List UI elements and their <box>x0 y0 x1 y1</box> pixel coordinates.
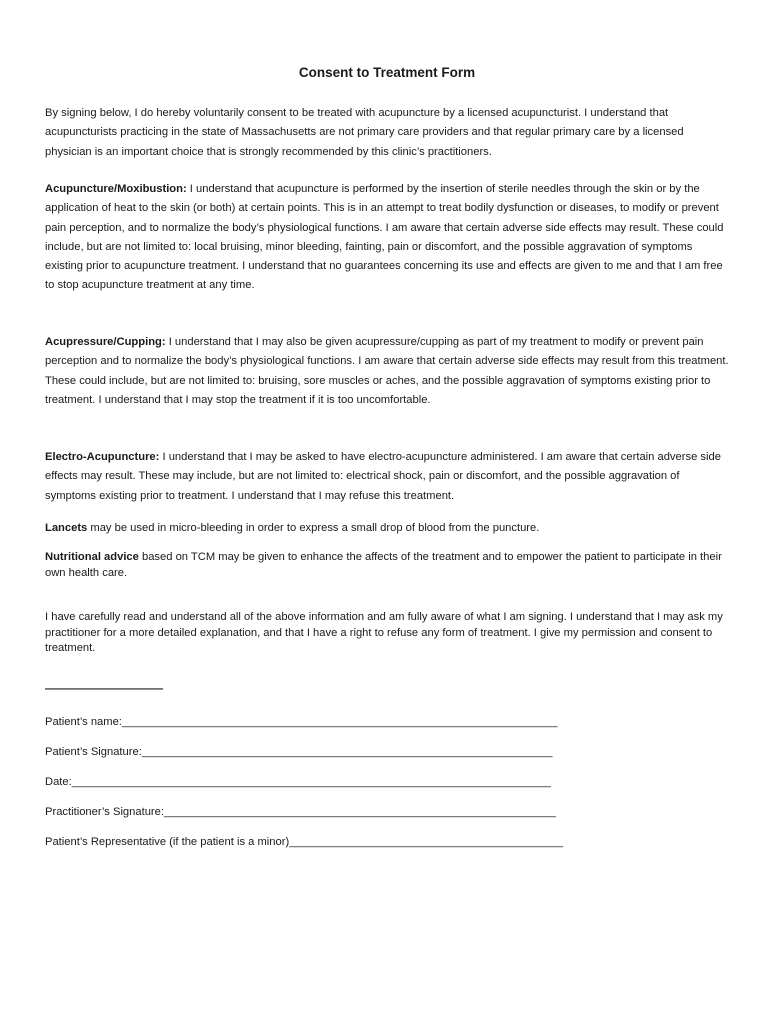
section-text: I understand that I may also be given acupressure/cupping as part of my treatment to modify or prevent pain perception and to normalize the body’s physiological functions. I am aware that certain adverse side effects may result from this treatment. These could include, but are not limited to: bruising, sore muscles or aches, and the possible aggravation of symptoms existing prior to treatment. I understand that I may stop the treatment if it is too uncomfortable. <box>45 336 729 406</box>
section-acupuncture-moxibustion <box>45 180 729 296</box>
field-line[interactable]: _______________________________________________________________ <box>163 806 556 818</box>
section-heading: Nutritional advice <box>45 551 139 563</box>
field-label: Date: <box>45 776 72 788</box>
patient-name-field[interactable] <box>45 716 557 728</box>
section-text: based on TCM may be given to enhance the affects of the treatment and to empower the patient to participate in their own health care. <box>45 551 722 579</box>
acknowledgement-paragraph: I have carefully read and understand all of the above information and am fully aware of what I am signing. I understand that I may ask my practitioner for a more detailed explanation, and that I have a right to refuse any form of treatment. I give my permission and consent to treatment. <box>45 611 723 654</box>
page-title: Consent to Treatment Form <box>298 65 476 80</box>
field-label: Patient’s Representative (if the patient is a minor) <box>45 836 290 848</box>
section-text: may be used in micro-bleeding in order to express a small drop of blood from the puncture. <box>87 522 540 534</box>
field-label: Practitioner’s Signature: <box>45 806 164 818</box>
field-label: Patient’s Signature: <box>45 746 142 758</box>
section-heading: Acupuncture/Moxibustion: <box>45 183 187 195</box>
date-field[interactable] <box>45 776 551 788</box>
section-heading: Lancets <box>45 522 88 534</box>
section-text: I understand that acupuncture is performed by the insertion of sterile needles through the skin or by the application of heat to the skin (or both) at certain points. This is in an attempt to treat bodily dysfunction or diseases, to modify or prevent pain perception, and to normalize the body’s physiological functions. I am aware that certain adverse side effects may result. These could include, but are not limited to: local bruising, minor bleeding, fainting, pain or discomfort, and the possible aggravation of symptoms existing prior to acupuncture treatment. I understand that no guarantees concerning its use and effects are given to me and that I am free to stop acupuncture treatment at any time. <box>45 183 724 292</box>
field-line[interactable]: ____________________________________________ <box>289 836 563 848</box>
section-heading: Acupressure/Cupping: <box>45 336 166 348</box>
section-electro-acupuncture <box>45 448 729 506</box>
field-line[interactable]: _____________________________________________________________________________ <box>71 776 551 788</box>
intro-paragraph: By signing below, I do hereby voluntarily consent to be treated with acupuncture by a licensed acupuncturist. I understand that acupuncturists practicing in the state of Massachusetts are not primary care providers and that regular primary care by a licensed physician is an important choice that is strongly recommended by this clinic’s practitioners. <box>45 107 684 158</box>
patient-signature-field[interactable] <box>45 746 552 758</box>
patient-representative-field[interactable] <box>45 836 563 848</box>
field-line[interactable]: ______________________________________________________________________ <box>121 716 558 728</box>
section-text: I understand that I may be asked to have electro-acupuncture administered. I am aware that certain adverse side effects may result. These may include, but are not limited to: electrical shock, pain or discomfort, and the possible aggravation of symptoms existing prior to treatment. I understand that I may refuse this treatment. <box>45 451 721 502</box>
practitioner-signature-field[interactable] <box>45 806 556 818</box>
section-lancets <box>45 521 729 537</box>
section-nutritional-advice <box>45 550 729 581</box>
section-heading: Electro-Acupuncture: <box>45 451 160 463</box>
field-line[interactable]: __________________________________________________________________ <box>141 746 553 758</box>
field-label: Patient’s name: <box>45 716 122 728</box>
section-acupressure-cupping <box>45 333 729 410</box>
signature-separator: ——————————— <box>45 683 163 695</box>
